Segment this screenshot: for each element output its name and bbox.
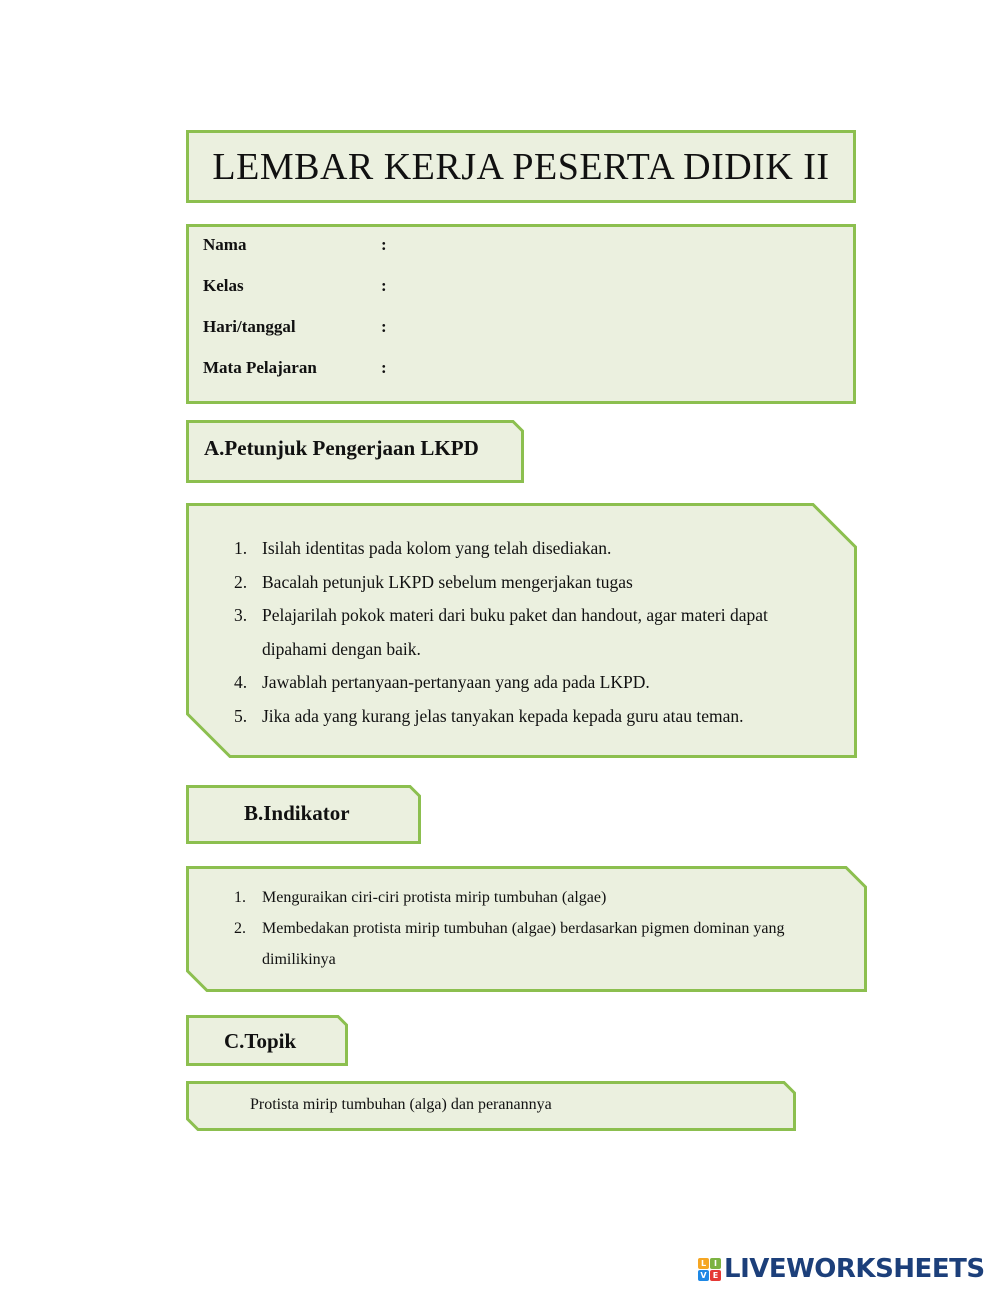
identity-label: Hari/tanggal — [203, 317, 296, 336]
worksheet-title-box — [186, 130, 856, 203]
section-b-heading: B.Indikator — [244, 801, 350, 825]
list-item — [234, 882, 834, 913]
list-text: Jika ada yang kurang jelas tanyakan kepada kepada guru atau teman. — [262, 705, 744, 726]
list-number: 1. — [234, 538, 248, 558]
list-number: 3. — [234, 605, 248, 625]
logo-letter: E — [710, 1270, 721, 1281]
section-a-heading-box — [186, 420, 524, 483]
identity-row-hari-tanggal — [203, 317, 387, 337]
indikator-list — [234, 882, 834, 975]
liveworksheets-logo-icon — [698, 1258, 721, 1281]
identity-row-nama — [203, 235, 387, 255]
petunjuk-list — [234, 532, 814, 733]
list-number: 1. — [234, 889, 246, 906]
list-item — [234, 666, 814, 700]
list-text: Isilah identitas pada kolom yang telah disediakan. — [262, 538, 612, 558]
identity-colon: : — [381, 358, 387, 377]
list-number: 4. — [234, 672, 248, 692]
identity-row-kelas — [203, 276, 387, 296]
topik-text: Protista mirip tumbuhan (alga) dan peranannya — [250, 1096, 552, 1113]
identity-colon: : — [381, 276, 387, 295]
logo-letter: L — [698, 1258, 709, 1269]
list-number: 2. — [234, 920, 246, 937]
list-text: Menguraikan ciri-ciri protista mirip tumbuhan (algae) — [262, 889, 607, 906]
liveworksheets-logo — [698, 1254, 985, 1284]
logo-letter: I — [710, 1258, 721, 1269]
list-item — [234, 532, 814, 566]
list-item — [234, 913, 834, 975]
identity-colon: : — [381, 235, 387, 254]
worksheet-title: LEMBAR KERJA PESERTA DIDIK II — [212, 145, 830, 188]
list-item — [234, 566, 814, 600]
identity-label: Kelas — [203, 276, 244, 295]
identity-label: Nama — [203, 235, 247, 254]
identity-colon: : — [381, 317, 387, 336]
logo-letter: V — [698, 1270, 709, 1281]
section-b-heading-box — [186, 785, 421, 844]
liveworksheets-wordmark: LIVEWORKSHEETS — [724, 1254, 985, 1284]
identity-label: Mata Pelajaran — [203, 358, 317, 377]
list-number: 2. — [234, 571, 248, 592]
list-text: Pelajarilah pokok materi dari buku paket dan handout, agar materi dapat dipahami dengan baik. — [262, 605, 768, 659]
section-c-heading: C.Topik — [224, 1029, 297, 1053]
section-a-heading: A.Petunjuk Pengerjaan LKPD — [204, 436, 479, 460]
list-text: Jawablah pertanyaan-pertanyaan yang ada pada LKPD. — [262, 672, 650, 692]
list-text: Bacalah petunjuk LKPD sebelum mengerjakan tugas — [262, 571, 633, 592]
list-item — [234, 599, 814, 666]
identity-box — [186, 224, 856, 404]
section-c-heading-box — [186, 1015, 348, 1066]
list-text: Membedakan protista mirip tumbuhan (algae) berdasarkan pigmen dominan yang dimilikinya — [262, 920, 785, 968]
identity-row-mata-pelajaran — [203, 358, 387, 378]
list-number: 5. — [234, 705, 248, 726]
list-item — [234, 700, 814, 734]
